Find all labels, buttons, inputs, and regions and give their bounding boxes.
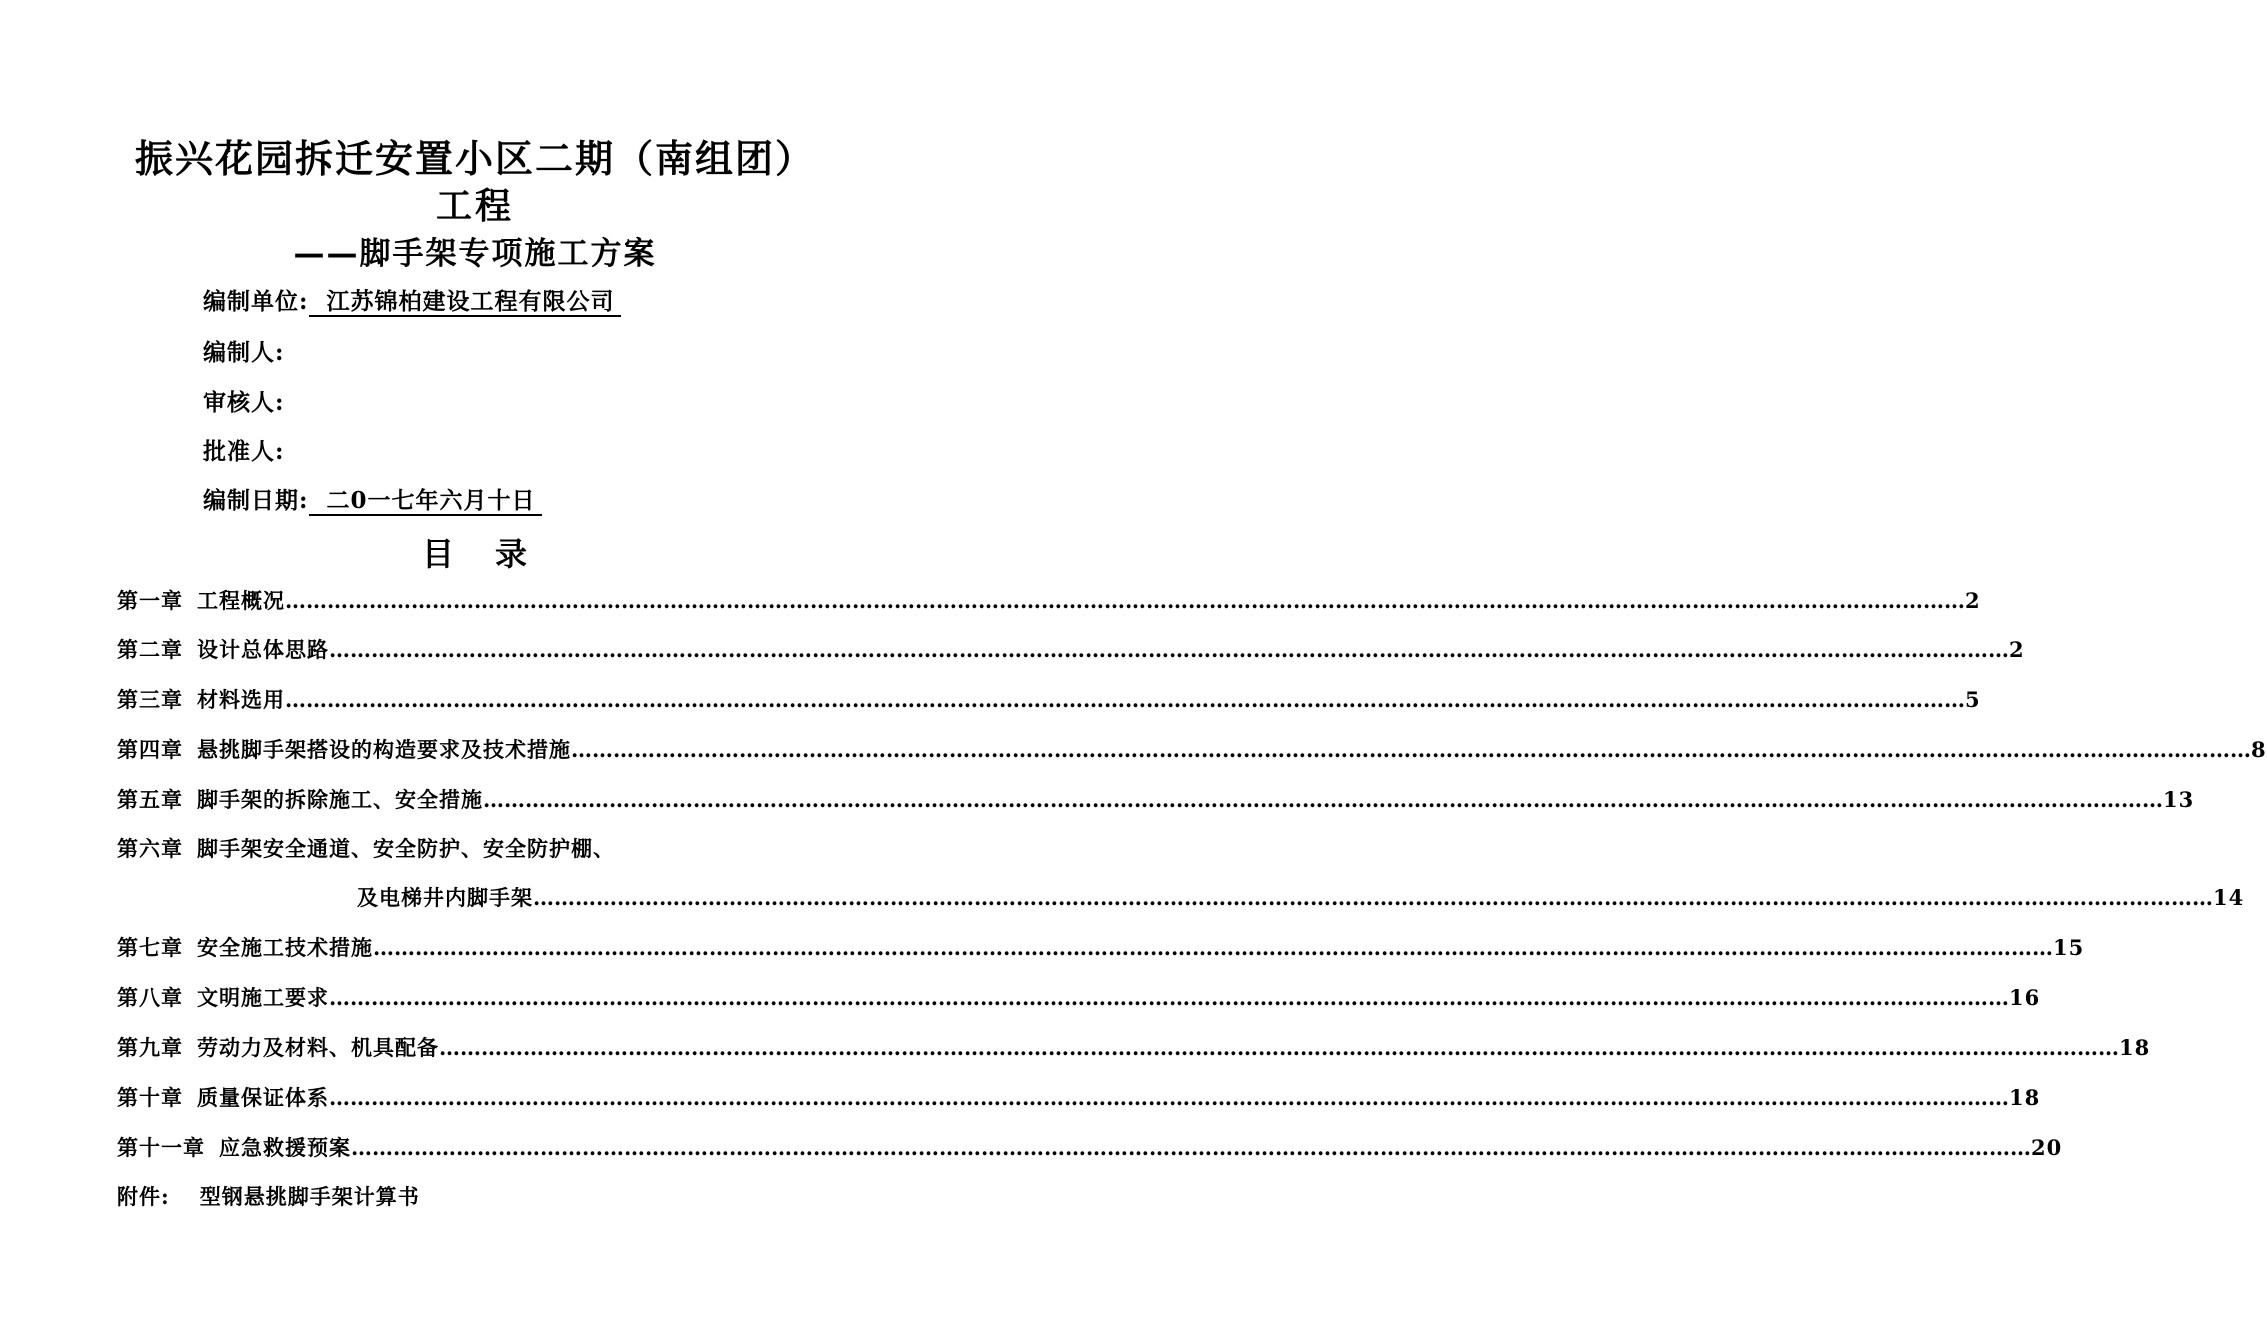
toc-title-char-1: 目 bbox=[421, 535, 455, 573]
toc-page-number: 14 bbox=[2213, 885, 2245, 910]
toc-entry[interactable] bbox=[117, 585, 1981, 615]
toc-entry[interactable] bbox=[117, 1082, 2041, 1112]
document-title-line2: 工程 bbox=[435, 186, 514, 227]
toc-page-number: 15 bbox=[2053, 935, 2085, 960]
toc-entry-title: 材料选用 bbox=[197, 687, 285, 712]
toc-chapter: 第一章 bbox=[117, 588, 183, 613]
toc-appendix-label: 附件: bbox=[117, 1184, 170, 1209]
document-subtitle: ——脚手架专项施工方案 bbox=[293, 236, 657, 272]
toc-chapter: 第六章 bbox=[117, 836, 183, 861]
toc-entry-title: 工程概况 bbox=[197, 588, 285, 613]
toc-entry-title: 设计总体思路 bbox=[197, 637, 329, 662]
toc-leader-dots: …………………………………………………………………………………………………………………………………………………………………………………………………………………… bbox=[483, 787, 2163, 812]
toc-page-number: 18 bbox=[2009, 1085, 2041, 1110]
info-date-value: 二0一七年六月十日 bbox=[309, 488, 542, 516]
toc-entry-title: 劳动力及材料、机具配备 bbox=[197, 1035, 439, 1060]
toc-entry-title: 脚手架安全通道、安全防护、安全防护棚、 bbox=[197, 836, 615, 861]
info-author-label: 编制人: bbox=[203, 339, 285, 366]
info-approver-label: 批准人: bbox=[203, 438, 285, 465]
toc-entry[interactable] bbox=[117, 634, 2025, 664]
toc-appendix-title: 型钢悬挑脚手架计算书 bbox=[199, 1184, 420, 1209]
toc-chapter: 第二章 bbox=[117, 637, 183, 662]
toc-leader-dots: …………………………………………………………………………………………………………………………………………………………………………………………………………………… bbox=[329, 985, 2009, 1010]
toc-page-number: 20 bbox=[2031, 1135, 2063, 1160]
toc-page-number: 5 bbox=[1965, 687, 1981, 712]
info-approver bbox=[203, 433, 285, 466]
toc-entry[interactable] bbox=[117, 982, 2041, 1012]
toc-chapter: 第八章 bbox=[117, 985, 183, 1010]
toc-leader-dots: …………………………………………………………………………………………………………………………………………………………………………………………………………………… bbox=[439, 1035, 2119, 1060]
toc-entry-title: 应急救援预案 bbox=[219, 1135, 351, 1160]
toc-entry-title: 安全施工技术措施 bbox=[197, 935, 373, 960]
toc-page-number: 8 bbox=[2251, 737, 2267, 762]
toc-leader-dots: …………………………………………………………………………………………………………………………………………………………………………………………………………………… bbox=[329, 1085, 2009, 1110]
toc-chapter: 第五章 bbox=[117, 787, 183, 812]
toc-entry[interactable] bbox=[117, 833, 765, 863]
info-reviewer-label: 审核人: bbox=[203, 389, 285, 416]
toc-entry[interactable] bbox=[117, 784, 2195, 814]
toc-entry-title: 质量保证体系 bbox=[197, 1085, 329, 1110]
toc-leader-dots: …………………………………………………………………………………………………………………………………………………………………………………………………………………… bbox=[533, 885, 2213, 910]
toc-chapter: 第四章 bbox=[117, 737, 183, 762]
toc-page-number: 2 bbox=[1965, 588, 1981, 613]
toc-entry-title: 文明施工要求 bbox=[197, 985, 329, 1010]
toc-chapter: 第十一章 bbox=[117, 1135, 205, 1160]
toc-title bbox=[0, 529, 950, 575]
toc-leader-dots: …………………………………………………………………………………………………………………………………………………………………………………………………………………… bbox=[373, 935, 2053, 960]
info-date-label: 编制日期: bbox=[203, 487, 309, 514]
info-unit-label: 编制单位: bbox=[203, 288, 309, 315]
toc-entry[interactable] bbox=[117, 684, 1981, 714]
toc-chapter: 第十章 bbox=[117, 1085, 183, 1110]
toc-entry-title-cont: 及电梯井内脚手架 bbox=[357, 885, 533, 910]
toc-leader-dots: …………………………………………………………………………………………………………………………………………………………………………………………………………………… bbox=[285, 588, 1965, 613]
toc-entry-title: 脚手架的拆除施工、安全措施 bbox=[197, 787, 483, 812]
toc-entry[interactable] bbox=[117, 1032, 2151, 1062]
toc-entry[interactable] bbox=[117, 734, 2267, 764]
toc-appendix[interactable] bbox=[117, 1181, 765, 1211]
toc-chapter: 第九章 bbox=[117, 1035, 183, 1060]
info-date bbox=[203, 482, 542, 516]
toc-leader-dots: …………………………………………………………………………………………………………………………………………………………………………………………………………………… bbox=[285, 687, 1965, 712]
toc-entry-continuation[interactable] bbox=[357, 882, 2245, 912]
toc-leader-dots: …………………………………………………………………………………………………………………………………………………………………………………………………………………… bbox=[571, 737, 2251, 762]
toc-page-number: 13 bbox=[2163, 787, 2195, 812]
document-title-line1: 振兴花园拆迁安置小区二期（南组团） bbox=[134, 137, 815, 181]
toc-entry[interactable] bbox=[117, 1132, 2063, 1162]
toc-chapter: 第七章 bbox=[117, 935, 183, 960]
toc-page-number: 18 bbox=[2119, 1035, 2151, 1060]
toc-title-char-2: 录 bbox=[495, 535, 529, 573]
toc-page-number: 2 bbox=[2009, 637, 2025, 662]
toc-leader-dots: …………………………………………………………………………………………………………………………………………………………………………………………………………………… bbox=[351, 1135, 2031, 1160]
info-unit bbox=[203, 283, 621, 317]
info-reviewer bbox=[203, 384, 285, 417]
toc-page-number: 16 bbox=[2009, 985, 2041, 1010]
info-author bbox=[203, 334, 285, 367]
toc-leader-dots: …………………………………………………………………………………………………………………………………………………………………………………………………………………… bbox=[329, 637, 2009, 662]
toc-entry-title: 悬挑脚手架搭设的构造要求及技术措施 bbox=[197, 737, 571, 762]
info-unit-value: 江苏锦柏建设工程有限公司 bbox=[309, 289, 621, 317]
toc-chapter: 第三章 bbox=[117, 687, 183, 712]
toc-entry[interactable] bbox=[117, 932, 2085, 962]
